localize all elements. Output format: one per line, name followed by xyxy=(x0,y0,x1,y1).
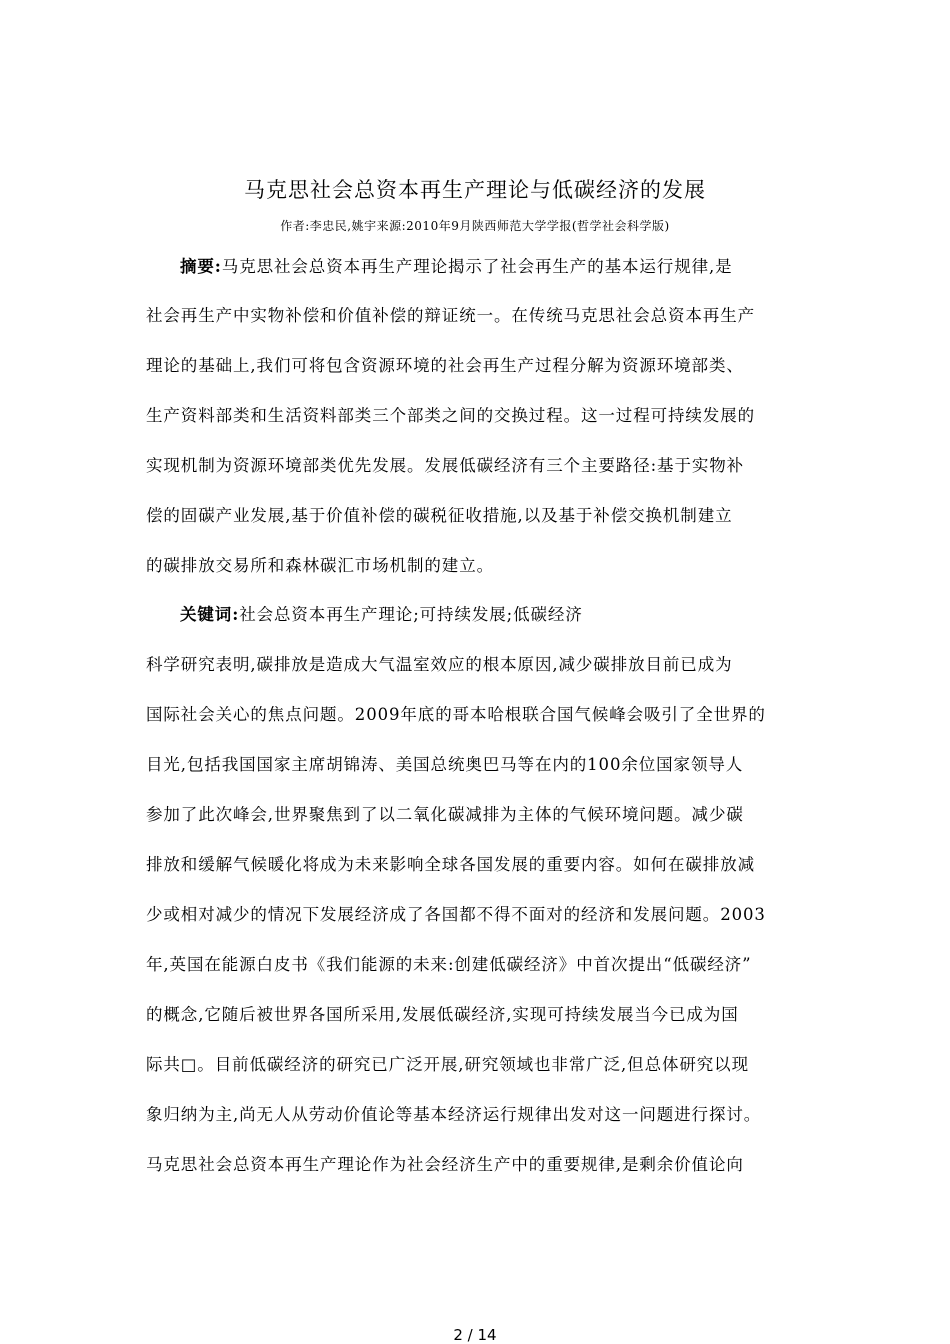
body-line: 马克思社会总资本再生产理论作为社会经济生产中的重要规律,是剩余价值论向 xyxy=(146,1155,744,1174)
body-line: 国际社会关心的焦点问题。2009年底的哥本哈根联合国气候峰会吸引了全世界的 xyxy=(146,705,766,724)
page-indicator: 2 / 14 xyxy=(453,1326,497,1344)
body-line: 的概念,它随后被世界各国所采用,发展低碳经济,实现可持续发展当今已成为国 xyxy=(146,1005,739,1024)
abstract-line: 实现机制为资源环境部类优先发展。发展低碳经济有三个主要路径:基于实物补 xyxy=(146,456,745,475)
body-line: 年,英国在能源白皮书《我们能源的未来:创建低碳经济》中首次提出“低碳经济” xyxy=(146,955,752,974)
body-line: 际共□。目前低碳经济的研究已广泛开展,研究领域也非常广泛,但总体研究以现 xyxy=(146,1055,749,1074)
body-line: 排放和缓解气候暖化将成为未来影响全球各国发展的重要内容。如何在碳排放减 xyxy=(146,855,755,874)
body-line: 科学研究表明,碳排放是造成大气温室效应的根本原因,减少碳排放目前已成为 xyxy=(146,655,733,674)
abstract-line: 理论的基础上,我们可将包含资源环境的社会再生产过程分解为资源环境部类、 xyxy=(146,356,744,375)
abstract-line: 马克思社会总资本再生产理论揭示了社会再生产的基本运行规律,是 xyxy=(221,257,733,276)
abstract-line: 的碳排放交易所和森林碳汇市场机制的建立。 xyxy=(146,556,494,575)
abstract-line: 偿的固碳产业发展,基于价值补偿的碳税征收措施,以及基于补偿交换机制建立 xyxy=(146,506,733,525)
abstract-label: 摘要: xyxy=(180,257,222,276)
body-line: 目光,包括我国国家主席胡锦涛、美国总统奥巴马等在内的100余位国家领导人 xyxy=(146,755,744,774)
keywords-line xyxy=(180,601,583,625)
abstract-line: 生产资料部类和生活资料部类三个部类之间的交换过程。这一过程可持续发展的 xyxy=(146,406,755,425)
page-title: 马克思社会总资本再生产理论与低碳经济的发展 xyxy=(244,178,706,202)
keywords-label: 关键词: xyxy=(180,605,240,624)
abstract-first-line xyxy=(180,253,733,277)
body-line: 象归纳为主,尚无人从劳动价值论等基本经济运行规律出发对这一问题进行探讨。 xyxy=(146,1105,762,1124)
keywords-text: 社会总资本再生产理论;可持续发展;低碳经济 xyxy=(239,605,583,624)
author-byline: 作者:李忠民,姚宇来源:2010年9月陕西师范大学学报(哲学社会科学版) xyxy=(280,219,670,233)
body-line: 少或相对减少的情况下发展经济成了各国都不得不面对的经济和发展问题。2003 xyxy=(146,905,766,924)
body-line: 参加了此次峰会,世界聚焦到了以二氧化碳减排为主体的气候环境问题。减少碳 xyxy=(146,805,744,824)
abstract-line: 社会再生产中实物补偿和价值补偿的辩证统一。在传统马克思社会总资本再生产 xyxy=(146,306,755,325)
